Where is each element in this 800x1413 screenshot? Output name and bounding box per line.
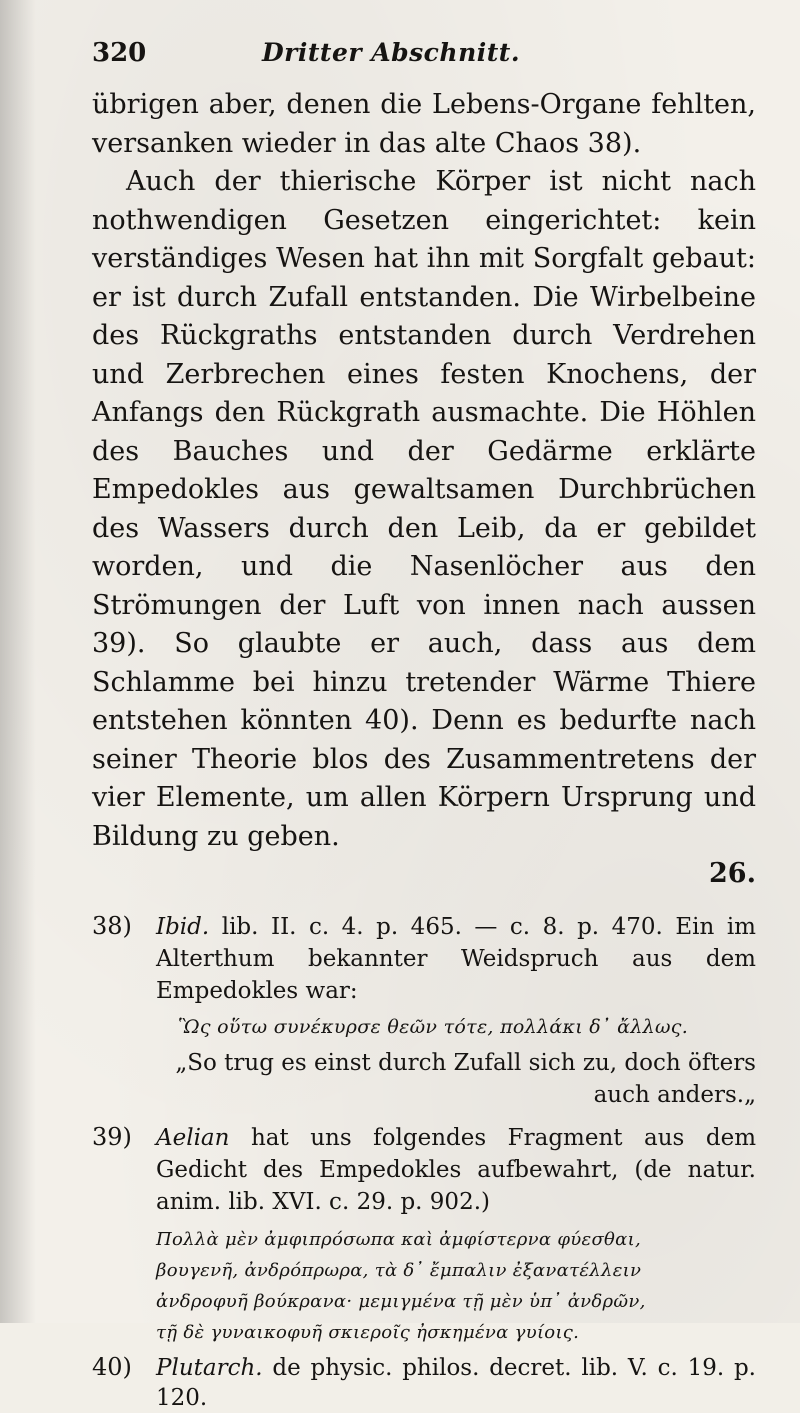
- german-quote: [92, 1047, 756, 1111]
- greek-line-4: τῇ δὲ γυναικοφυῆ σκιεροῖς ἠσκημένα γυίοις.: [156, 1322, 580, 1343]
- footnote-text: hat uns folgendes Fragment aus dem Gedicht des Empedokles aufbewahrt, (de natur. anim. lib. XVI. c. 29. p. 902.): [156, 1125, 756, 1215]
- german-quote-line-2: auch anders.„: [593, 1082, 756, 1108]
- greek-line-1: Πολλὰ μὲν ἀμφιπρόσωπα καὶ ἀμφίστερνα φύεσθαι,: [156, 1229, 642, 1250]
- german-quote-line-1: „So trug es einst durch Zufall sich zu, doch öfters: [175, 1050, 756, 1076]
- main-text: [92, 86, 756, 892]
- page-number: 320: [92, 38, 147, 68]
- running-header: [92, 38, 756, 86]
- greek-line-2: βουγενῆ, ἀνδρόπρωρα, τὰ δ᾽ ἔμπαλιν ἐξανατέλλειν: [156, 1260, 642, 1281]
- paragraph-1: übrigen aber, denen die Lebens-Organe fehlten, versanken wieder in das alte Chaos 38).: [92, 89, 756, 159]
- binding-shadow: [0, 0, 36, 1323]
- footnotes: [92, 910, 756, 1413]
- footnote-40: [92, 1352, 756, 1413]
- greek-line-3: ἀνδροφυῆ βούκρανα· μεμιγμένα τῇ μὲν ὑπ᾽ ἀνδρῶν,: [156, 1291, 646, 1312]
- footnote-39: [92, 1121, 756, 1218]
- footnote-38: [92, 910, 756, 1007]
- greek-fragment: [156, 1224, 756, 1348]
- greek-quote: Ὣς οὕτω συνέκυρσε θεῶν τότε, πολλάκι δ᾽ ἄλλως.: [178, 1016, 689, 1038]
- footnote-text: lib. II. c. 4. p. 465. — c. 8. p. 470. Ein im Alterthum bekannter Weidspruch aus dem Empedokles war:: [156, 914, 756, 1004]
- paragraph-2: Auch der thierische Körper ist nicht nach nothwendigen Gesetzen eingerichtet: kein verständiges Wesen hat ihn mit Sorgfalt gebaut: er ist durch Zufall entstanden. Die Wirbelbeine des Rückgraths entstanden durch Verdrehen und Zerbrechen eines festen Knochens, der Anfangs den Rückgrath ausmachte. Die Höhlen des Bauches und der Gedärme erklärte Empedokles aus gewaltsamen Durchbrüchen des Wassers durch den Leib, da er gebildet worden, und die Nasenlöcher aus den Strömungen der Luft von innen nach aussen 39). So glaubte er auch, dass aus dem Schlamme bei hinzu tretender Wärme Thiere entstehen könnten 40). Denn es bedurfte nach seiner Theorie blos des Zusammentretens der vier Elemente, um allen Körpern Ursprung und Bildung zu geben.: [92, 166, 756, 852]
- footnote-text: de physic. philos. decret. lib. V. c. 19. p. 120.: [156, 1355, 756, 1411]
- footnote-source: Plutarch.: [156, 1355, 263, 1381]
- footnote-label: 40): [92, 1353, 132, 1381]
- footnote-source: Aelian: [156, 1125, 230, 1151]
- footnote-source: Ibid.: [156, 914, 210, 940]
- footnote-label: 38): [92, 912, 132, 940]
- footnote-label: 39): [92, 1123, 132, 1151]
- section-number: 26.: [709, 858, 756, 889]
- running-title: Dritter Abschnitt.: [262, 38, 521, 67]
